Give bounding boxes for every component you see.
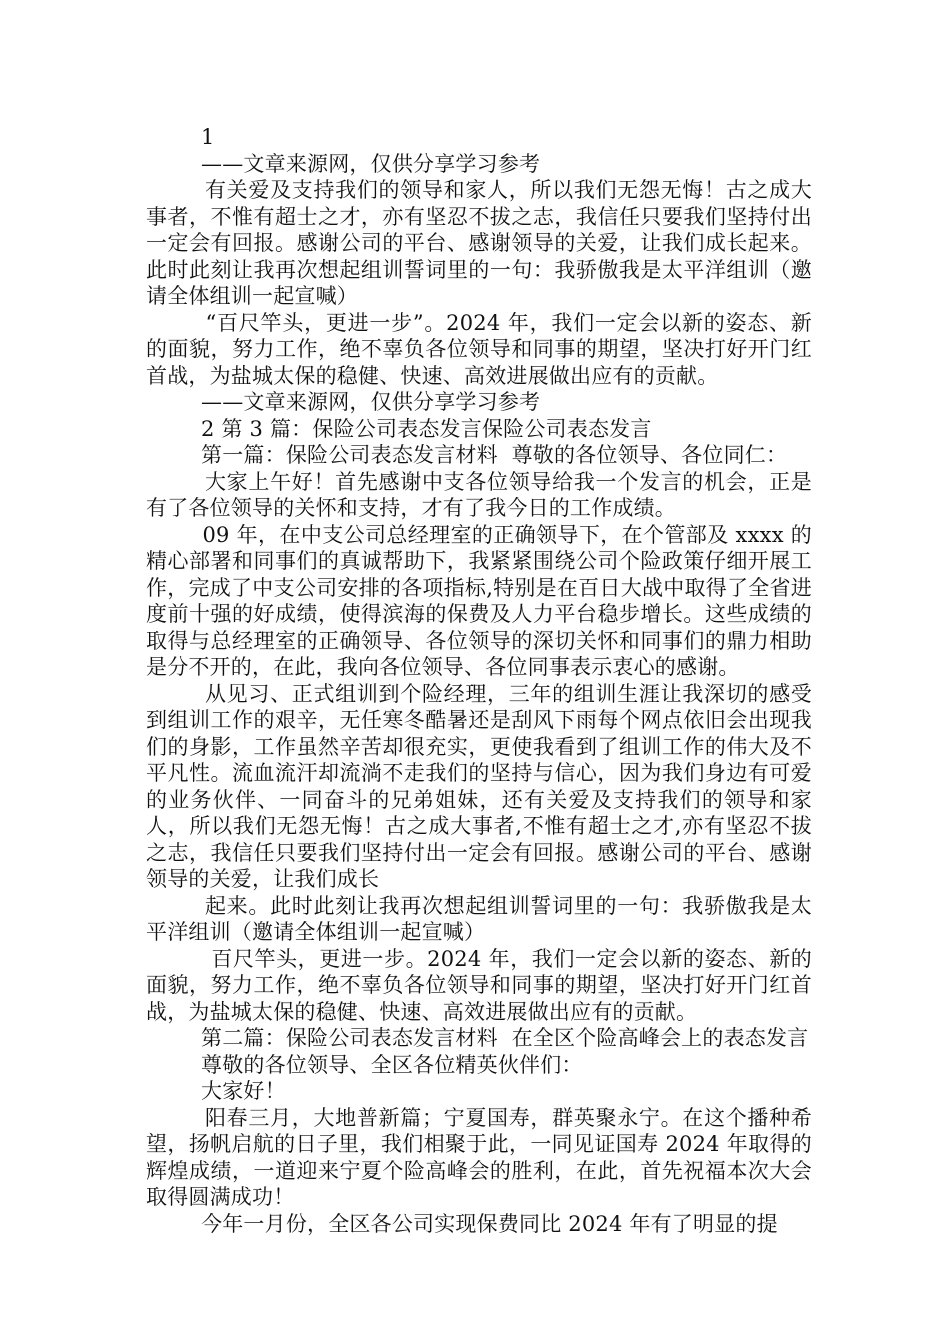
salutation: 尊敬的各位领导、全区各位精英伙伴们： <box>146 1052 583 1077</box>
paragraph: 从见习、正式组训到个险经理，三年的组训生涯让我深切的感受到组训工作的艰辛，无任寒冬酷暑还是刮风下雨每个网点依旧会出现我们的身影，工作虽然辛苦却很充实，更使我看到了组训工作的伟大及不平凡性。流血流汗却流淌不走我们的坚持与信心，因为我们身边有可爱的业务伙伴、一同奋斗的兄弟姐妹，还有关爱及支持我们的领导和家人，所以我们无怨无悔！古之成大事者,不惟有超士之才,亦有坚忍不拔之志，我信任只要我们坚持付出一定会有回报。感谢公司的平台、感谢领导的关爱，让我们成长 <box>146 681 812 891</box>
section-heading: 第二篇：保险公司表态发言材料 在全区个险高峰会上的表态发言 <box>146 1026 809 1050</box>
paragraph: 百尺竿头，更进一步。2024 年，我们一定会以新的姿态、新的面貌，努力工作，绝不辜负各位领导和同事的期望，坚决打好开门红首战，为盐城太保的稳健、快速、高效进展做出应有的贡献。 <box>146 946 812 1024</box>
paragraph: “百尺竿头，更进一步”。2024 年，我们一定会以新的姿态、新的面貌，努力工作，绝不辜负各位领导和同事的期望，坚决打好开门红首战，为盐城太保的稳健、快速、高效进展做出应有的贡献。 <box>146 310 812 388</box>
paragraph: 阳春三月，大地普新篇；宁夏国寿，群英聚永宁。在这个播种希望，扬帆启航的日子里，我们相聚于此，一同见证国寿 2024 年取得的辉煌成绩，一道迎来宁夏个险高峰会的胜利，在此，首先祝福本次大会取得圆满成功！ <box>146 1105 812 1209</box>
source-note: ——文章来源网，仅供分享学习参考 <box>146 151 541 176</box>
paragraph: 大家上午好！首先感谢中支各位领导给我一个发言的机会，正是有了各位领导的关怀和支持，才有了我今日的工作成绩。 <box>146 469 812 520</box>
document-body <box>146 124 812 1237</box>
source-note: ——文章来源网，仅供分享学习参考 <box>146 390 541 414</box>
page-number-line: 1 <box>146 125 215 149</box>
paragraph: 起来。此时此刻让我再次想起组训誓词里的一句：我骄傲我是太平洋组训（邀请全体组训一起宣喊） <box>146 893 812 944</box>
paragraph: 有关爱及支持我们的领导和家人，所以我们无怨无悔！古之成大事者，不惟有超士之才，亦有坚忍不拔之志，我信任只要我们坚持付出一定会有回报。感谢公司的平台、感谢领导的关爱，让我们成长起来。此时此刻让我再次想起组训誓词里的一句：我骄傲我是太平洋组训（邀请全体组训一起宣喊） <box>146 178 812 308</box>
paragraph: 今年一月份，全区各公司实现保费同比 2024 年有了明显的提 <box>146 1211 778 1236</box>
paragraph: 09 年，在中支公司总经理室的正确领导下，在个管部及 xxxx 的精心部署和同事们的真诚帮助下，我紧紧围绕公司个险政策仔细开展工作，完成了中支公司安排的各项指标,特别是在百日大战中取得了全省进度前十强的好成绩，使得滨海的保费及人力平台稳步增长。这些成绩的取得与总经理室的正确领导、各位领导的深切关怀和同事们的鼎力相助是分不开的，在此，我向各位领导、各位同事表示衷心的感谢。 <box>146 522 812 679</box>
section-heading: 2 第 3 篇：保险公司表态发言保险公司表态发言 <box>146 416 652 441</box>
greeting: 大家好！ <box>146 1079 286 1103</box>
section-heading: 第一篇：保险公司表态发言材料 尊敬的各位领导、各位同仁： <box>146 443 788 467</box>
